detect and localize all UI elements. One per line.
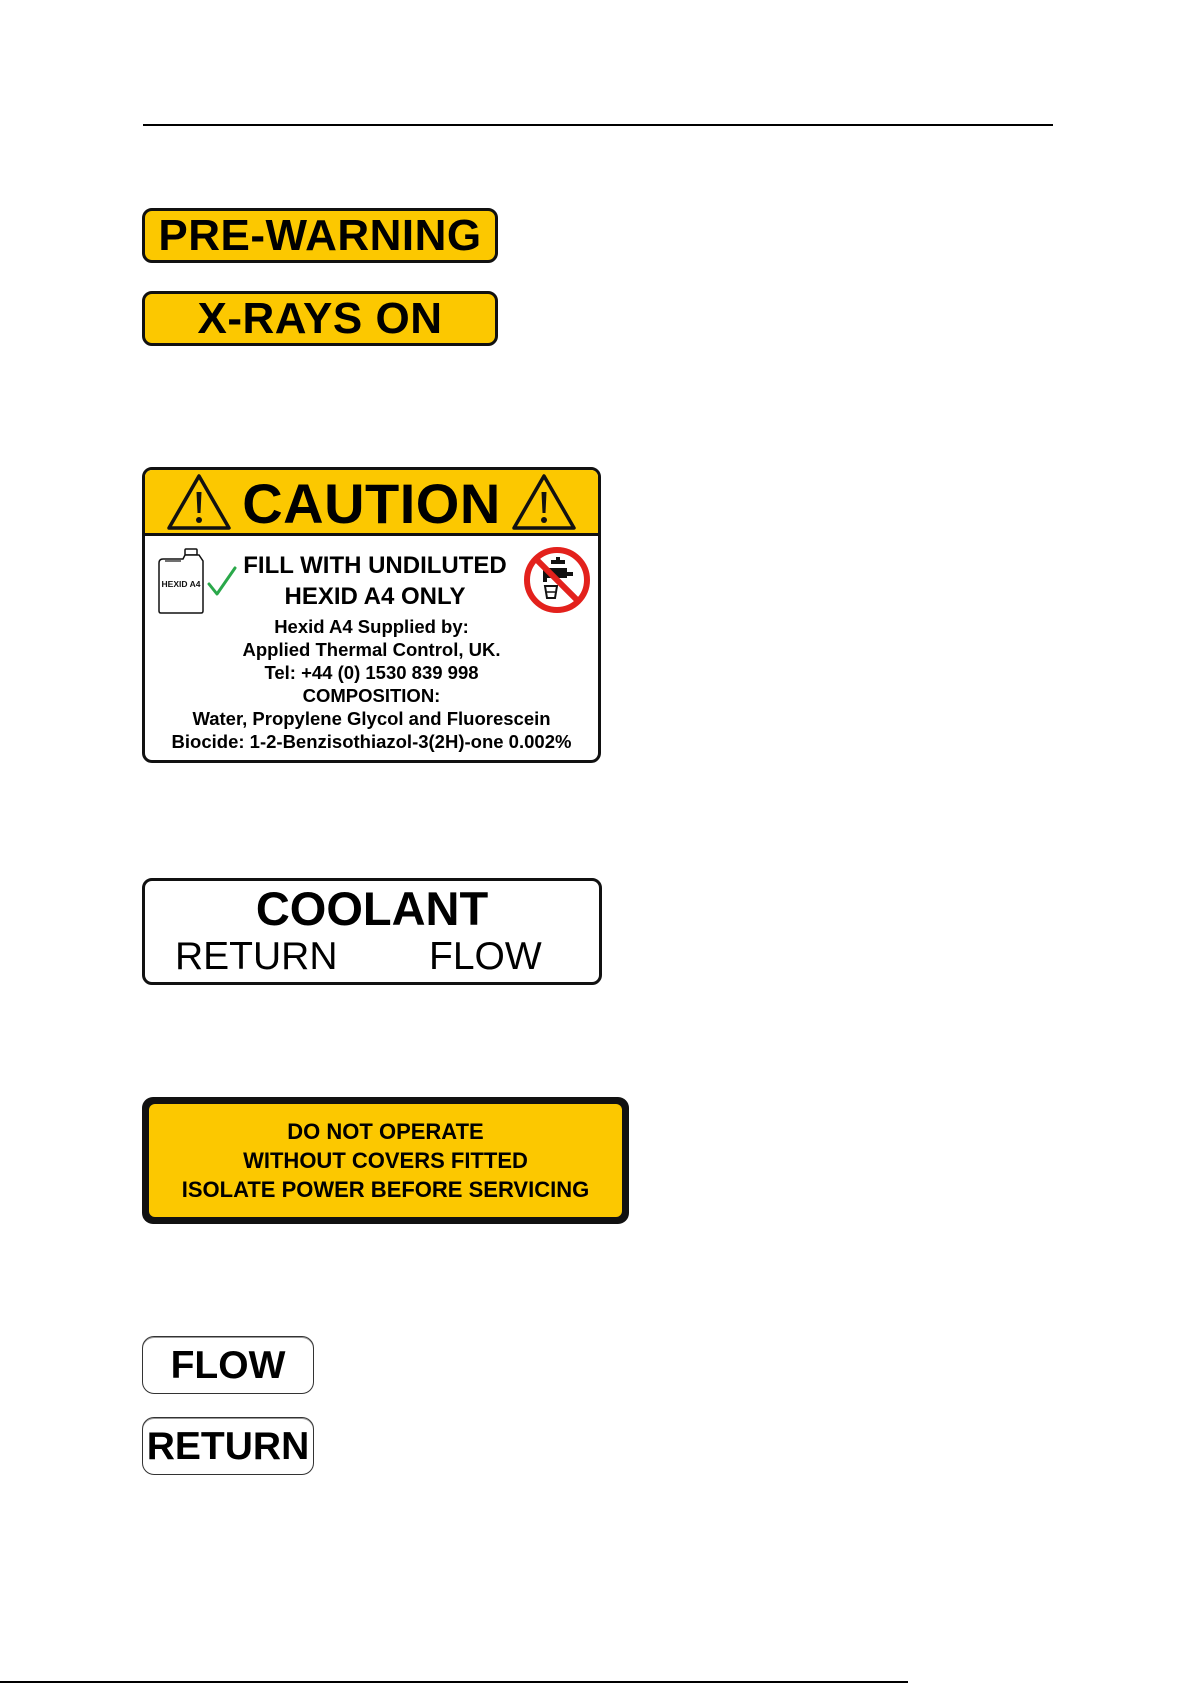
fill-instruction — [215, 550, 535, 612]
do-not-operate-label — [142, 1097, 629, 1224]
xrays-on-label — [142, 291, 498, 346]
warning-triangle-icon — [166, 473, 232, 531]
return-text: RETURN — [146, 1424, 310, 1468]
xrays-on-text: X-RAYS ON — [197, 293, 443, 343]
coolant-label — [142, 878, 602, 985]
composition-text: Water, Propylene Glycol and Fluorescein — [192, 708, 551, 729]
pre-warning-text: PRE-WARNING — [158, 210, 482, 260]
fill-line-1: FILL WITH UNDILUTED — [243, 552, 507, 579]
supplier-info — [145, 615, 598, 753]
pre-warning-label — [142, 208, 498, 263]
operate-line-2: WITHOUT COVERS FITTED — [243, 1148, 528, 1173]
jerrycan-icon — [155, 547, 207, 615]
caution-label — [142, 467, 601, 763]
jerrycan-text: HEXID A4 — [161, 579, 201, 589]
operate-line-3: ISOLATE POWER BEFORE SERVICING — [181, 1177, 590, 1202]
do-not-operate-panel — [149, 1104, 622, 1217]
return-label — [142, 1417, 314, 1475]
coolant-flow-text: FLOW — [429, 935, 542, 978]
company-text: Applied Thermal Control, UK. — [242, 639, 501, 660]
supplied-by-text: Hexid A4 Supplied by: — [274, 616, 469, 637]
flow-label — [142, 1336, 314, 1394]
warning-triangle-icon — [511, 473, 577, 531]
caution-title: CAUTION — [242, 472, 501, 535]
header-rule — [143, 124, 1053, 126]
no-tap-water-icon — [523, 546, 591, 614]
telephone-text: Tel: +44 (0) 1530 839 998 — [264, 662, 479, 683]
coolant-title: COOLANT — [255, 882, 489, 935]
coolant-return-text: RETURN — [175, 935, 338, 978]
operate-line-1: DO NOT OPERATE — [287, 1119, 484, 1144]
biocide-text: Biocide: 1-2-Benzisothiazol-3(2H)-one 0.002% — [171, 731, 572, 752]
composition-heading: COMPOSITION: — [302, 685, 441, 706]
caution-header — [145, 470, 598, 536]
footer-rule — [0, 1681, 908, 1683]
fill-line-2: HEXID A4 ONLY — [284, 583, 466, 610]
flow-text: FLOW — [170, 1343, 286, 1387]
